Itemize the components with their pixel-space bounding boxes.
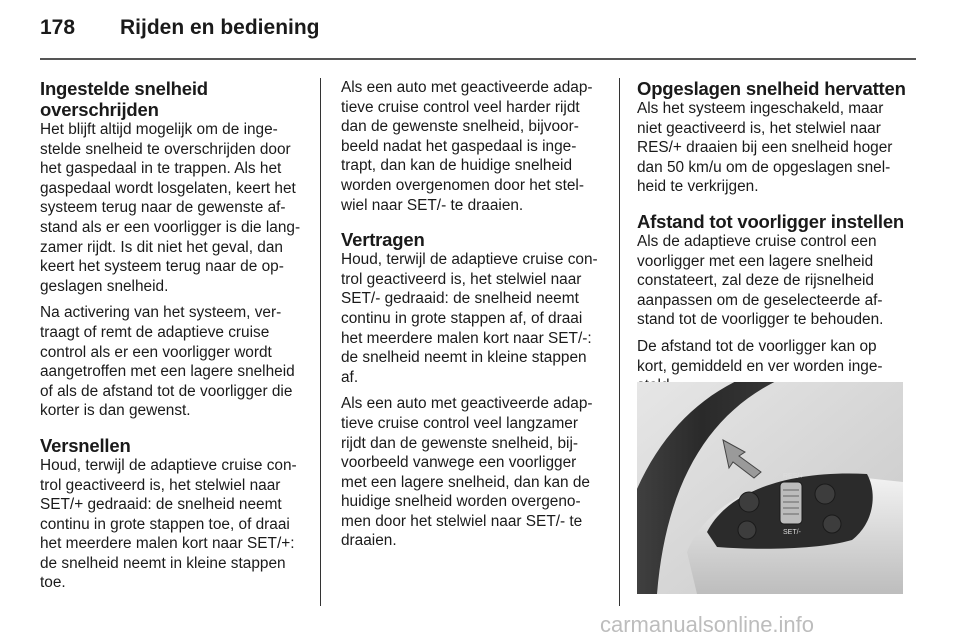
steering-wheel-photo (637, 382, 903, 594)
paragraph: Houd, terwijl de adaptieve cruise con-trol geactiveerd is, het stelwiel naar SET/+ gedraaid: de snelheid neemt continu in grote stappen toe, of draai het meerdere malen kort naar SET/+: de snelheid neemt in kleine stappen toe. (40, 456, 297, 592)
paragraph: Het blijft altijd mogelijk om de inge-stelde snelheid te overschrijden door het gaspedaal in te trappen. Als het gaspedaal wordt losgelaten, keert het systeem terug naar de gewenste af-stand als er een voorligger is die lang-zamer rijdt. Is dit niet het geval, dan keert het systeem terug naar de op-geslagen snelheid. (40, 121, 301, 295)
column-divider-1 (320, 78, 321, 606)
paragraph: Als de adaptieve cruise control een voorligger met een lagere snelheid constateert, zal deze de rijsnelheid aanpassen om de geselecteerde af-stand tot de voorligger te behouden. (637, 232, 884, 329)
thumbwheel (780, 482, 802, 524)
paragraph: Als een auto met geactiveerde adap-tieve cruise control veel harder rijdt dan de gewenste snelheid, bijvoor-beeld nadat het gaspedaal is inge-trapt, dan kan de huidige snelheid worden overgenomen door het stel-wiel naar SET/- te draaien. (341, 79, 593, 214)
page-number: 178 (40, 16, 76, 39)
page-title: Rijden en bediening (120, 16, 320, 39)
column-3 (637, 78, 907, 403)
section-heading-afstand: Afstand tot voorligger instellen (637, 210, 905, 232)
paragraph: Als het systeem ingeschakeld, maar niet geactiveerd is, het stelwiel naar RES/+ draaien bij een snelheid hoger dan 50 km/u om de opgeslagen snel-heid te verkrijgen. (637, 100, 893, 196)
column-divider-2 (619, 78, 620, 606)
header-rule (40, 58, 916, 60)
paragraph: Als een auto met geactiveerde adap-tieve cruise control veel langzamer rijdt dan de gewenste snelheid, bij-voorbeeld vanwege een voorligger met een lagere snelheid, dan kan de huidige snelheid worden overgeno-men door het stelwiel naar SET/- te draaien. (341, 395, 593, 550)
paragraph: Na activering van het systeem, ver-traagt of remt de adaptieve cruise control als er een voorligger wordt aangetroffen met een lagere snelheid of als de afstand tot de voorligger die korter is dan gewenst. (40, 304, 295, 420)
section-heading-hervatten: Opgeslagen snelheid hervatten (637, 78, 906, 99)
section-heading-vertragen: Vertragen (341, 229, 425, 251)
paragraph: De afstand tot de voorligger kan op kort, gemiddeld en ver worden inge- (637, 337, 883, 375)
column-1 (40, 78, 308, 600)
watermark: carmanualsonline.info (600, 612, 815, 637)
section-heading-overschrijden: Ingestelde snelheid overschrijden (40, 78, 208, 120)
wheel-label-res: RES/+ (783, 473, 804, 480)
section-heading-versnellen: Versnellen (40, 434, 131, 456)
wheel-label-set: SET/- (783, 529, 801, 536)
paragraph: Houd, terwijl de adaptieve cruise con-trol geactiveerd is, het stelwiel naar SET/- gedraaid: de snelheid neemt continu in grote stappen af, of draai het meerdere malen kort naar SET/-: de snelheid neemt in kleine stappen af. (341, 251, 598, 386)
column-2 (341, 78, 604, 558)
